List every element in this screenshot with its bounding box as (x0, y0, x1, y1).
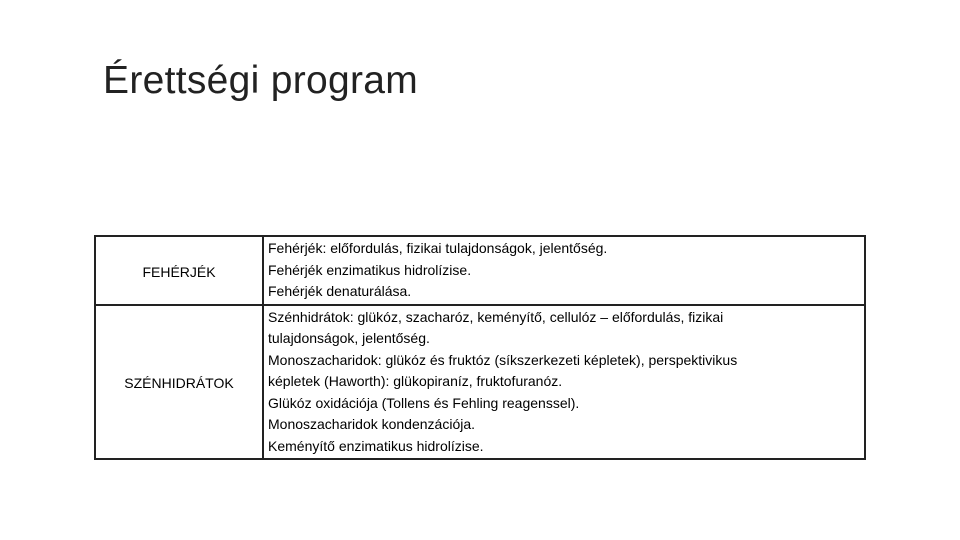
topic-label: FEHÉRJÉK (142, 263, 216, 280)
topic-label-cell (95, 236, 263, 305)
topic-content-cell (263, 236, 865, 305)
topic-line: Fehérjék enzimatikus hidrolízise. (268, 261, 472, 278)
table-row-carbohydrates (95, 305, 865, 459)
topic-line: képletek (Haworth): glükopiraníz, fruktofuranóz. (268, 373, 563, 390)
topic-content-cell (263, 305, 865, 459)
topic-label-cell (95, 305, 263, 459)
table-row-proteins (95, 236, 865, 305)
topic-line: Monoszacharidok kondenzációja. (268, 416, 476, 433)
slide-title: Érettségi program (103, 59, 419, 102)
topic-line: Glükóz oxidációja (Tollens és Fehling reagenssel). (268, 394, 580, 411)
topic-label: SZÉNHIDRÁTOK (124, 375, 234, 392)
topic-line: Szénhidrátok: glükóz, szacharóz, keményítő, cellulóz – előfordulás, fizikai (268, 308, 724, 325)
topic-line: Fehérjék: előfordulás, fizikai tulajdonságok, jelentőség. (268, 240, 608, 257)
topics-table (94, 235, 866, 460)
topic-line: Monoszacharidok: glükóz és fruktóz (síkszerkezeti képletek), perspektivikus (268, 351, 738, 368)
topic-line: Keményítő enzimatikus hidrolízise. (268, 437, 484, 454)
topic-line: tulajdonságok, jelentőség. (268, 330, 430, 347)
topic-line: Fehérjék denaturálása. (268, 283, 412, 300)
